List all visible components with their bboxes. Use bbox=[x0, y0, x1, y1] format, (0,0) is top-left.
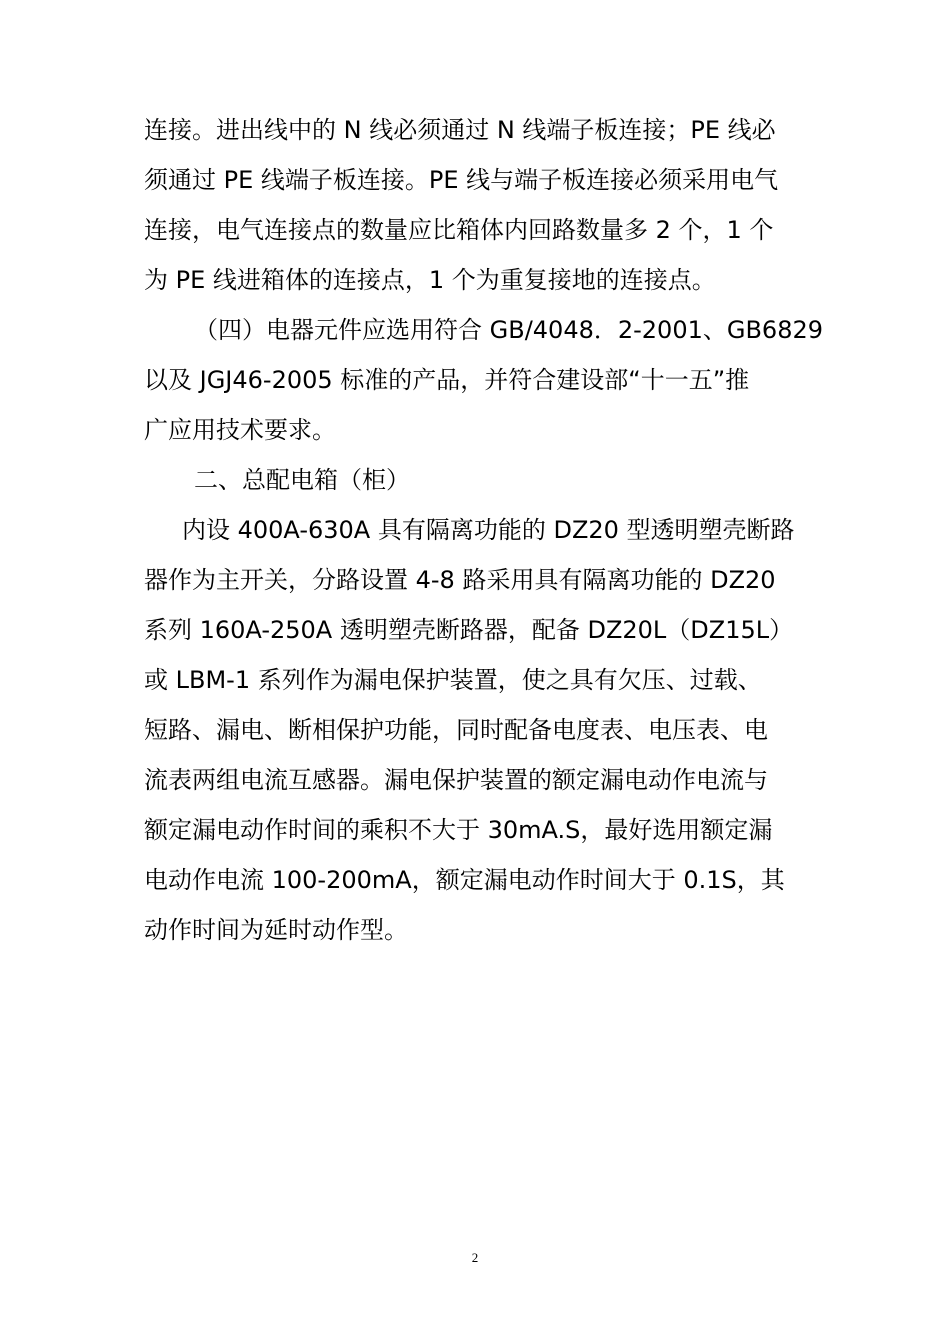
text-line: （四）电器元件应选用符合 GB/4048．2-2001、GB6829 bbox=[194, 316, 824, 344]
text-line: 广应用技术要求。 bbox=[144, 416, 336, 444]
text-line: 连接，电气连接点的数量应比箱体内回路数量多 2 个，1 个 bbox=[144, 216, 774, 244]
text-line: 或 LBM-1 系列作为漏电保护装置，使之具有欠压、过载、 bbox=[144, 666, 762, 694]
text-line: 系列 160A-250A 透明塑壳断路器，配备 DZ20L（DZ15L） bbox=[144, 616, 794, 644]
text-line: 须通过 PE 线端子板连接。PE 线与端子板连接必须采用电气 bbox=[144, 166, 779, 194]
text-line: 为 PE 线进箱体的连接点，1 个为重复接地的连接点。 bbox=[144, 266, 716, 294]
section-heading: 二、总配电箱（柜） bbox=[194, 466, 410, 494]
text-line: 电动作电流 100-200mA，额定漏电动作时间大于 0.1S，其 bbox=[144, 866, 785, 894]
text-line: 短路、漏电、断相保护功能，同时配备电度表、电压表、电 bbox=[144, 716, 768, 744]
text-line: 器作为主开关，分路设置 4-8 路采用具有隔离功能的 DZ20 bbox=[144, 566, 776, 594]
page-number: 2 bbox=[471, 1250, 479, 1265]
text-line: 连接。进出线中的 N 线必须通过 N 线端子板连接；PE 线必 bbox=[144, 116, 776, 144]
text-line: 内设 400A-630A 具有隔离功能的 DZ20 型透明塑壳断路 bbox=[182, 516, 795, 544]
text-line: 以及 JGJ46-2005 标准的产品，并符合建设部“十一五”推 bbox=[144, 366, 750, 394]
text-line: 流表两组电流互感器。漏电保护装置的额定漏电动作电流与 bbox=[144, 766, 768, 794]
text-line: 额定漏电动作时间的乘积不大于 30mA.S，最好选用额定漏 bbox=[144, 816, 773, 844]
text-line: 动作时间为延时动作型。 bbox=[144, 916, 408, 944]
body-text bbox=[144, 105, 824, 955]
